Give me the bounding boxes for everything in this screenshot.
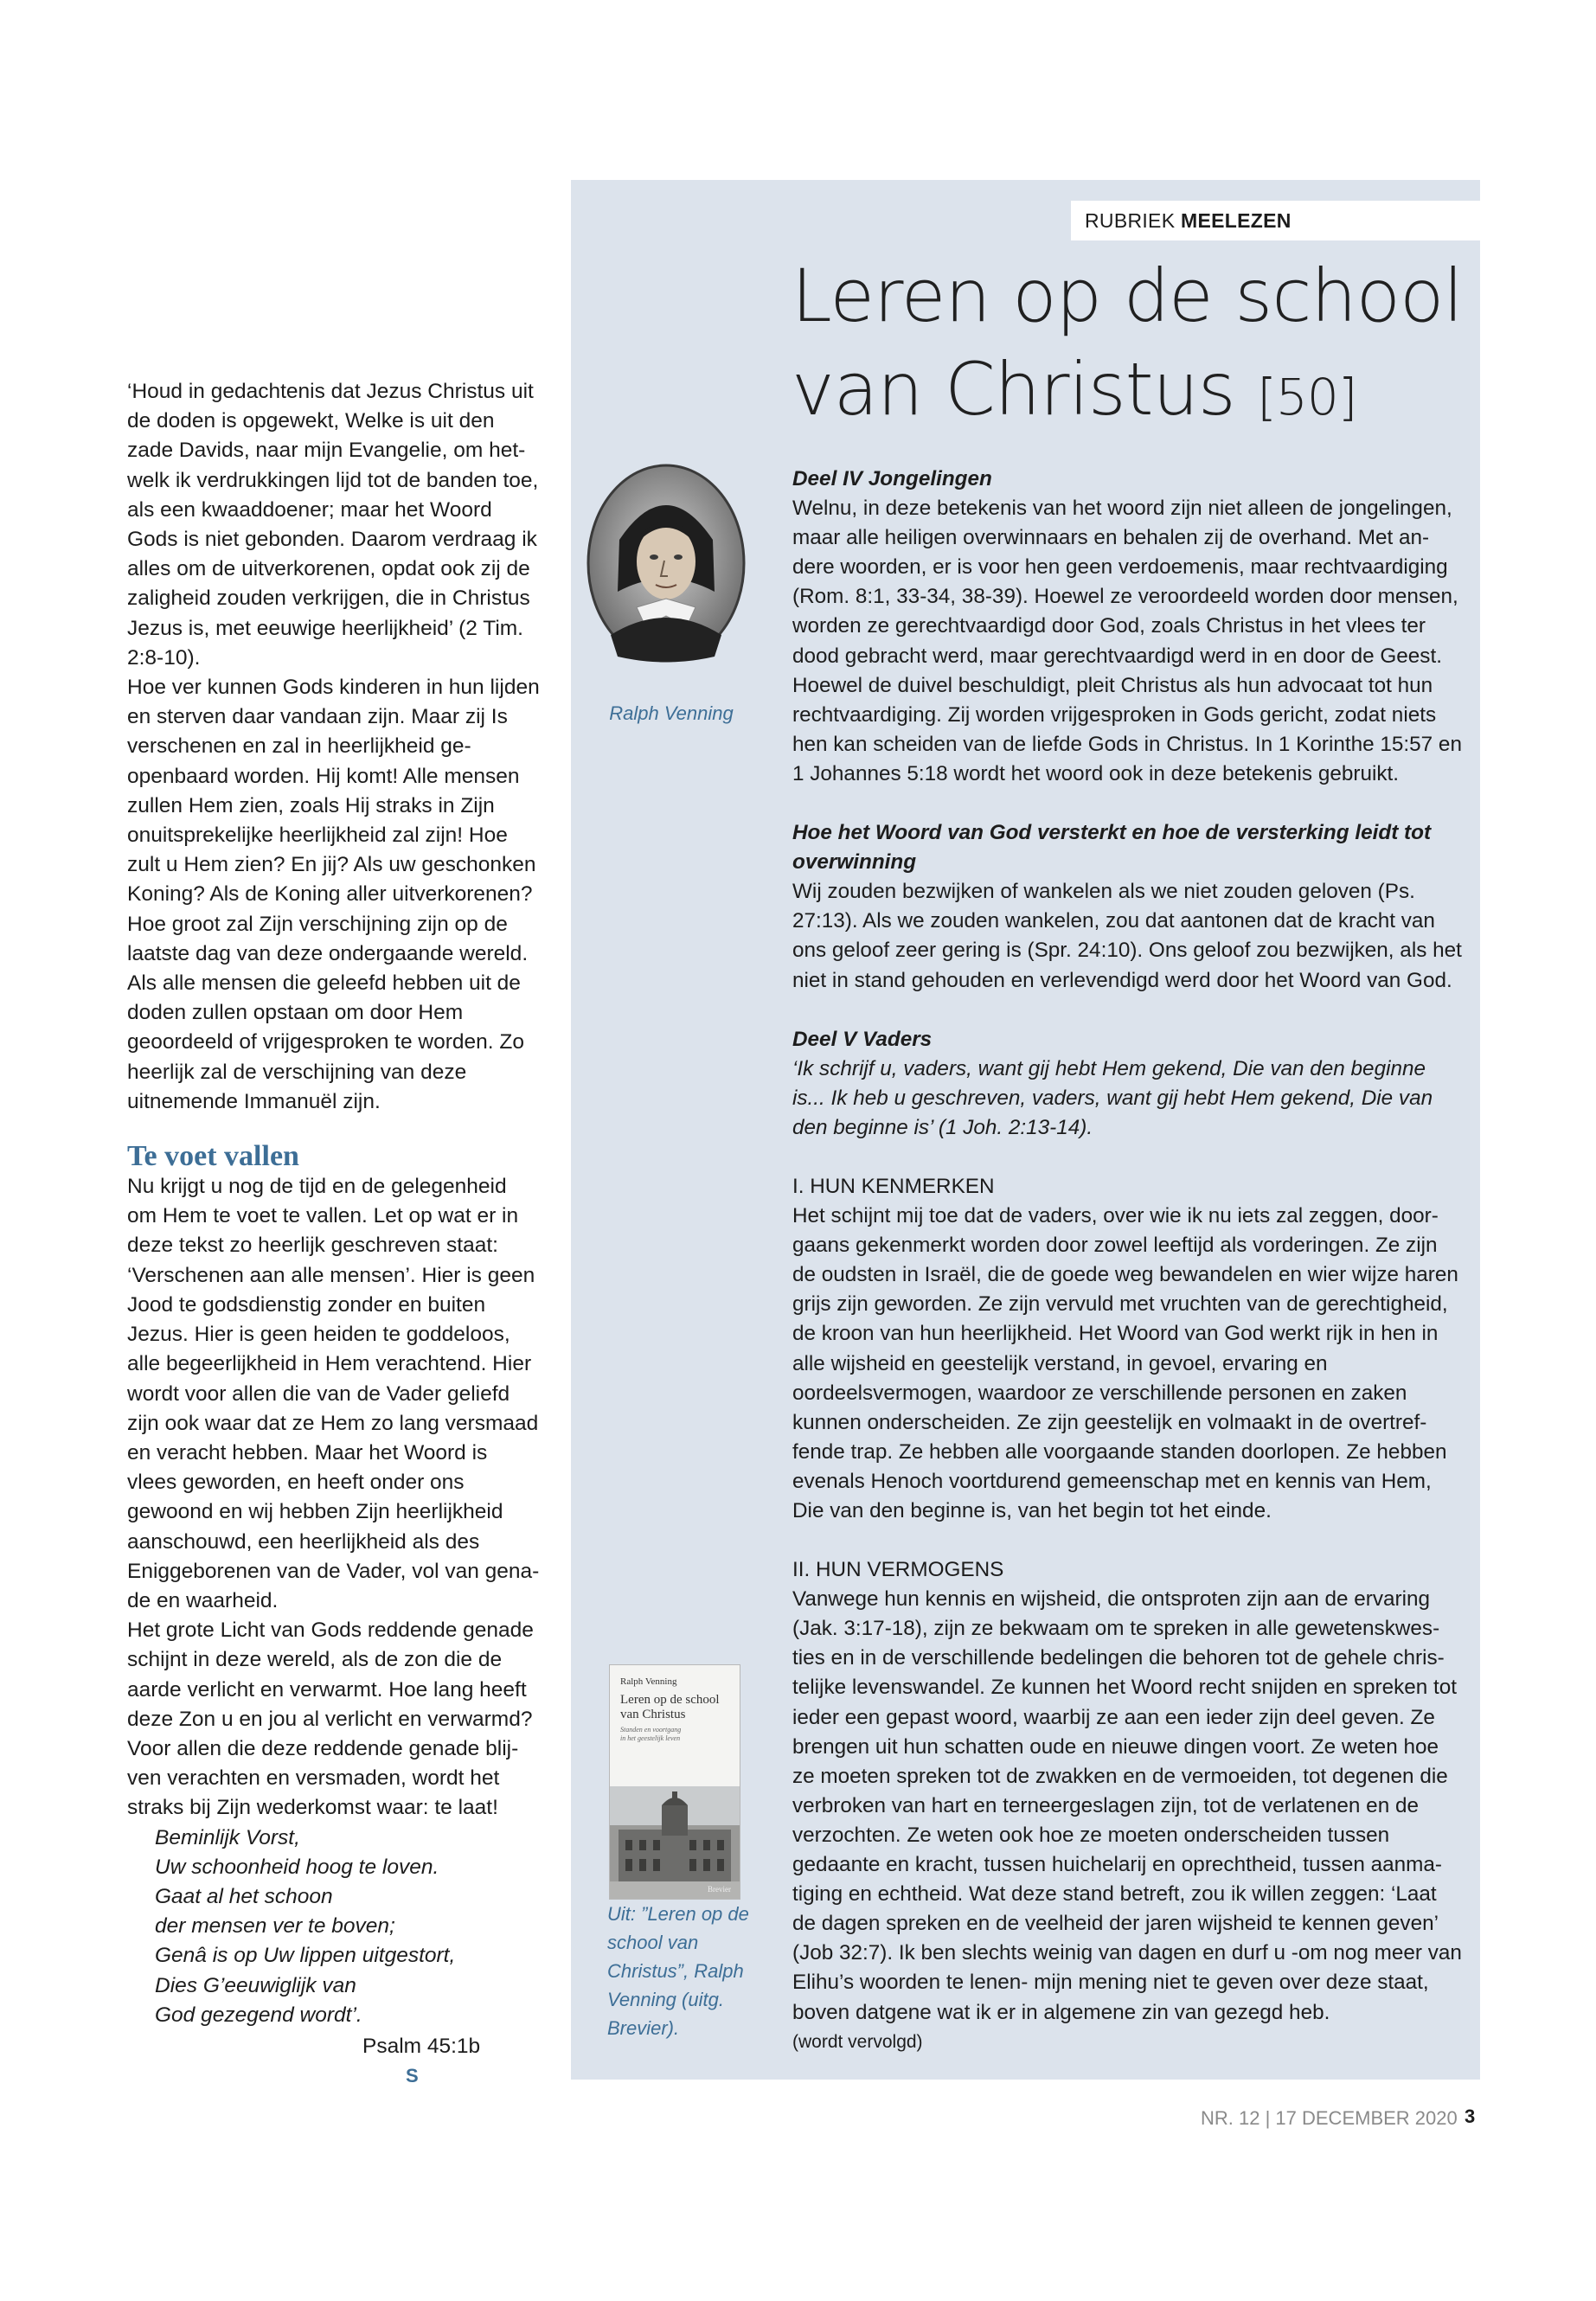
article-heading: Deel V Vaders: [792, 1027, 933, 1051]
article-quote: ‘Ik schrijf u, vaders, want gij hebt Hem gekend, Die van den beginne is... Ik heb u geschreven, vaders, want gij hebt Hem gekend, Die van den beginne is’ (1 Joh. 2:13-14).: [792, 1056, 1433, 1139]
article-body: [792, 465, 1464, 2057]
end-mark-icon: S: [406, 2065, 419, 2087]
poem-line: Gaat al het schoon: [155, 1884, 333, 1908]
poem-line: Beminlijk Vorst,: [155, 1825, 300, 1849]
book-author: Ralph Venning: [620, 1676, 677, 1687]
title-line-2-text: van Christus: [792, 347, 1235, 432]
left-paragraph: ‘Houd in gedachtenis dat Jezus Christus uit de doden is opgewekt, Welke is uit den zade Davids, naar mijn Evangelie, om hetwelk ik verdrukkingen lijd tot de banden toe, als een kwaaddoener; maar het Woord Gods is niet gebonden. Daarom verdraag ik alles om de uitverkorenen, opdat ook zij de zaligheid zouden verkrijgen, die in Christus Jezus is, met eeuwige heerlijkheid’ (2 Tim. 2:8-10).: [127, 380, 539, 670]
poem-line: der mensen ver te boven;: [155, 1914, 395, 1939]
left-paragraph: Hoe groot zal Zijn verschijning zijn op de laatste dag van deze ondergaande wereld. Als alle mensen die geleefd hebben uit de doden zullen opstaan om door Hem geoordeeld of vrijgesproken te worden. Zo heerlijk zal de verschijning van deze uitnemende Immanuël zijn.: [127, 912, 529, 1113]
article-paragraph: Wij zouden bezwijken of wankelen als we niet zouden geloven (Ps. 27:13). Als we zouden wankelen, zou dat aantonen dat de kracht van ons geloof zeer gering is (Spr. 24:10). Ons geloof zou bezwijken, als het niet in stand gehouden en verlevendigd werd door het Woord van God.: [792, 880, 1462, 992]
article-heading: Deel IV Jongelingen: [792, 467, 992, 490]
book-subtitle-1: Standen en voortgang: [620, 1726, 682, 1734]
left-column: [127, 377, 541, 2091]
issue-info: NR. 12 | 17 DECEMBER 2020: [1201, 2107, 1458, 2129]
rubric-label: [1071, 201, 1480, 240]
spacer: [792, 996, 1464, 1025]
book-title-2: van Christus: [620, 1708, 686, 1721]
left-paragraph: Nu krijgt u nog de tijd en de gelegenheid om Hem te voet te vallen. Let op wat er in deze tekst zo heerlijk geschreven staat: ‘Verschenen aan alle mensen’. Hier is geen Jood te godsdienstig zonder en buiten Jezus. Hier is geen heiden te goddeloos, alle begeerlijkheid in Hem verachtend. Hier wordt voor allen die van de Vader geliefd zijn ook waar dat ze Hem zo lang versmaad en veracht hebben. Maar het Woord is vlees geworden, en heeft onder ons gewoond en wij hebben Zijn heerlijkheid aanschouwd, een heerlijkheid als des Eniggeborenen van de Vader, vol van genade en waarheid.: [127, 1175, 540, 1612]
poem-source-line: [127, 2032, 541, 2091]
article-subheading: I. HUN KENMERKEN: [792, 1174, 995, 1198]
spacer: [792, 1526, 1464, 1555]
article-title: [792, 249, 1466, 444]
article-paragraph: Welnu, in deze betekenis van het woord zijn niet alleen de jongelingen, maar alle heiligen overwinnaars en behalen zij de overhand. Met andere woorden, er is voor hen geen verdoemenis, maar rechtvaardiging (Rom. 8:1, 33-34, 38-39). Hoewel ze veroordeeld worden door mensen, worden ze gerechtvaardigd door God, zoals Christus in het vlees ter dood gebracht werd, maar gerechtvaardigd werd in en door de Geest. Hoewel de duivel beschuldigt, pleit Christus als hun advocaat tot hun rechtvaardiging. Zij worden vrijgesproken in Gods gericht, zodat niets hen kan scheiden van de liefde Gods in Christus. In 1 Korinthe 15:57 en 1 Johannes 5:18 wordt het woord ook in deze betekenis gebruikt.: [792, 497, 1462, 785]
poem: [127, 1823, 541, 2030]
poem-source: Psalm 45:1b: [362, 2034, 481, 2058]
rubric-prefix: RUBRIEK: [1085, 209, 1176, 232]
book-publisher: Brevier: [708, 1885, 731, 1894]
title-line-1: Leren op de school: [792, 253, 1463, 338]
poem-line: Uw schoonheid hoog te loven.: [155, 1855, 439, 1879]
book-subtitle-2: in het geestelijk leven: [620, 1734, 681, 1742]
page-number: 3: [1465, 2106, 1476, 2127]
continued-note: (wordt vervolgd): [792, 2031, 923, 2052]
poem-line: Dies G’eeuwiglijk van: [155, 1973, 356, 1997]
portrait-image: [585, 462, 747, 664]
title-line-2: [792, 343, 1466, 444]
article-paragraph: Het schijnt mij toe dat de vaders, over wie ik nu iets zal zeggen, doorgaans gekenmerkt worden door zowel leeftijd als vorderingen. Ze zijn de oudsten in Israël, die de goede weg bewandelen en wier wijze haren grijs zijn geworden. Ze zijn vervuld met vruchten van de gerechtigheid, de kroon van hun heerlijkheid. Het Woord van God werkt rijk in hen in alle wijsheid en geestelijk verstand, in gevoel, ervaring en oordeelsvermogen, waardoor ze verschillende personen en zaken kunnen onderscheiden. Ze zijn geestelijk en volmaakt in de overtreffende trap. Ze hebben alle voorgaande standen doorlopen. Ze hebben evenals Henoch voortdurend gemeenschap met en kennis van Hem, Die van den beginne is, van het begin tot het einde.: [792, 1204, 1458, 1522]
spacer: [792, 789, 1464, 818]
article-paragraph: Vanwege hun kennis en wijsheid, die ontsproten zijn aan de ervaring (Jak. 3:17-18), zijn ze bekwaam om te spreken in alle gewetenskwesties en in de verschillende bedelingen die behoren tot de gehele christelijke levenswandel. Ze kunnen het Woord recht snijden en spreken tot ieder een gepast woord, waarbij ze aan een ieder zijn deel geven. Ze brengen uit hun schatten oude en nieuwe dingen voort. Ze weten hoe ze moeten spreken tot de zwakken en de vermoeiden, tot degenen die verbroken van hart en terneergeslagen zijn, tot de verlatenen en de verzochten. Ze weten ook hoe ze moeten onderscheiden tussen gedaante en kracht, tussen huichelarij en oprechtheid, tussen aanmatiging en echtheid. Wat deze stand betreft, zou ik willen zeggen: ‘Laat de dagen spreken en de veelheid der jaren wijsheid te kennen geven’ (Job 32:7). Ik ben slechts weinig van dagen en durf u -om nog meer van Elihu’s woorden te lenen- mijn mening niet te geven over deze staat, boven datgene wat ik er in algemene zin van gezegd heb.: [792, 1587, 1462, 2024]
book-caption: Uit: ”Leren op de school van Christus”, Ralph Venning (uitg. Brevier).: [607, 1903, 749, 2039]
book-title-1: Leren op de school: [620, 1693, 720, 1707]
poem-line: Genâ is op Uw lippen uitgestort,: [155, 1944, 456, 1968]
book-cover-image: [609, 1664, 740, 1900]
rubric-name: MEELEZEN: [1181, 209, 1292, 232]
title-number: [50]: [1257, 368, 1357, 426]
portrait-caption: Ralph Venning: [609, 702, 734, 724]
left-paragraph: Hoe ver kunnen Gods kinderen in hun lijden en sterven daar vandaan zijn. Maar zij Is verschenen en zal in heerlijkheid geopenbaard worden. Hij komt! Alle mensen zullen Hem zien, zoals Hij straks in Zijn onuitsprekelijke heerlijkheid zal zijn! Hoe zult u Hem zien? En jij? Als uw geschonken Koning? Als de Koning aller uitverkorenen?: [127, 676, 540, 907]
spacer: [792, 1143, 1464, 1172]
poem-line: God gezegend wordt’.: [155, 2003, 362, 2027]
book-building-illustration: [610, 1786, 740, 1899]
article-heading: Hoe het Woord van God versterkt en hoe de versterking leidt tot overwinning: [792, 821, 1432, 875]
section-heading: Te voet vallen: [127, 1140, 299, 1173]
left-paragraph: Het grote Licht van Gods reddende genade schijnt in deze wereld, als de zon die de aarde verlicht en verwarmt. Hoe lang heeft deze Zon u en jou al verlicht en verwarmd? Voor allen die deze reddende genade blijven verachten en versmaden, wordt het straks bij Zijn wederkomst waar: te laat!: [127, 1618, 534, 1820]
article-subheading: II. HUN VERMOGENS: [792, 1558, 1004, 1582]
